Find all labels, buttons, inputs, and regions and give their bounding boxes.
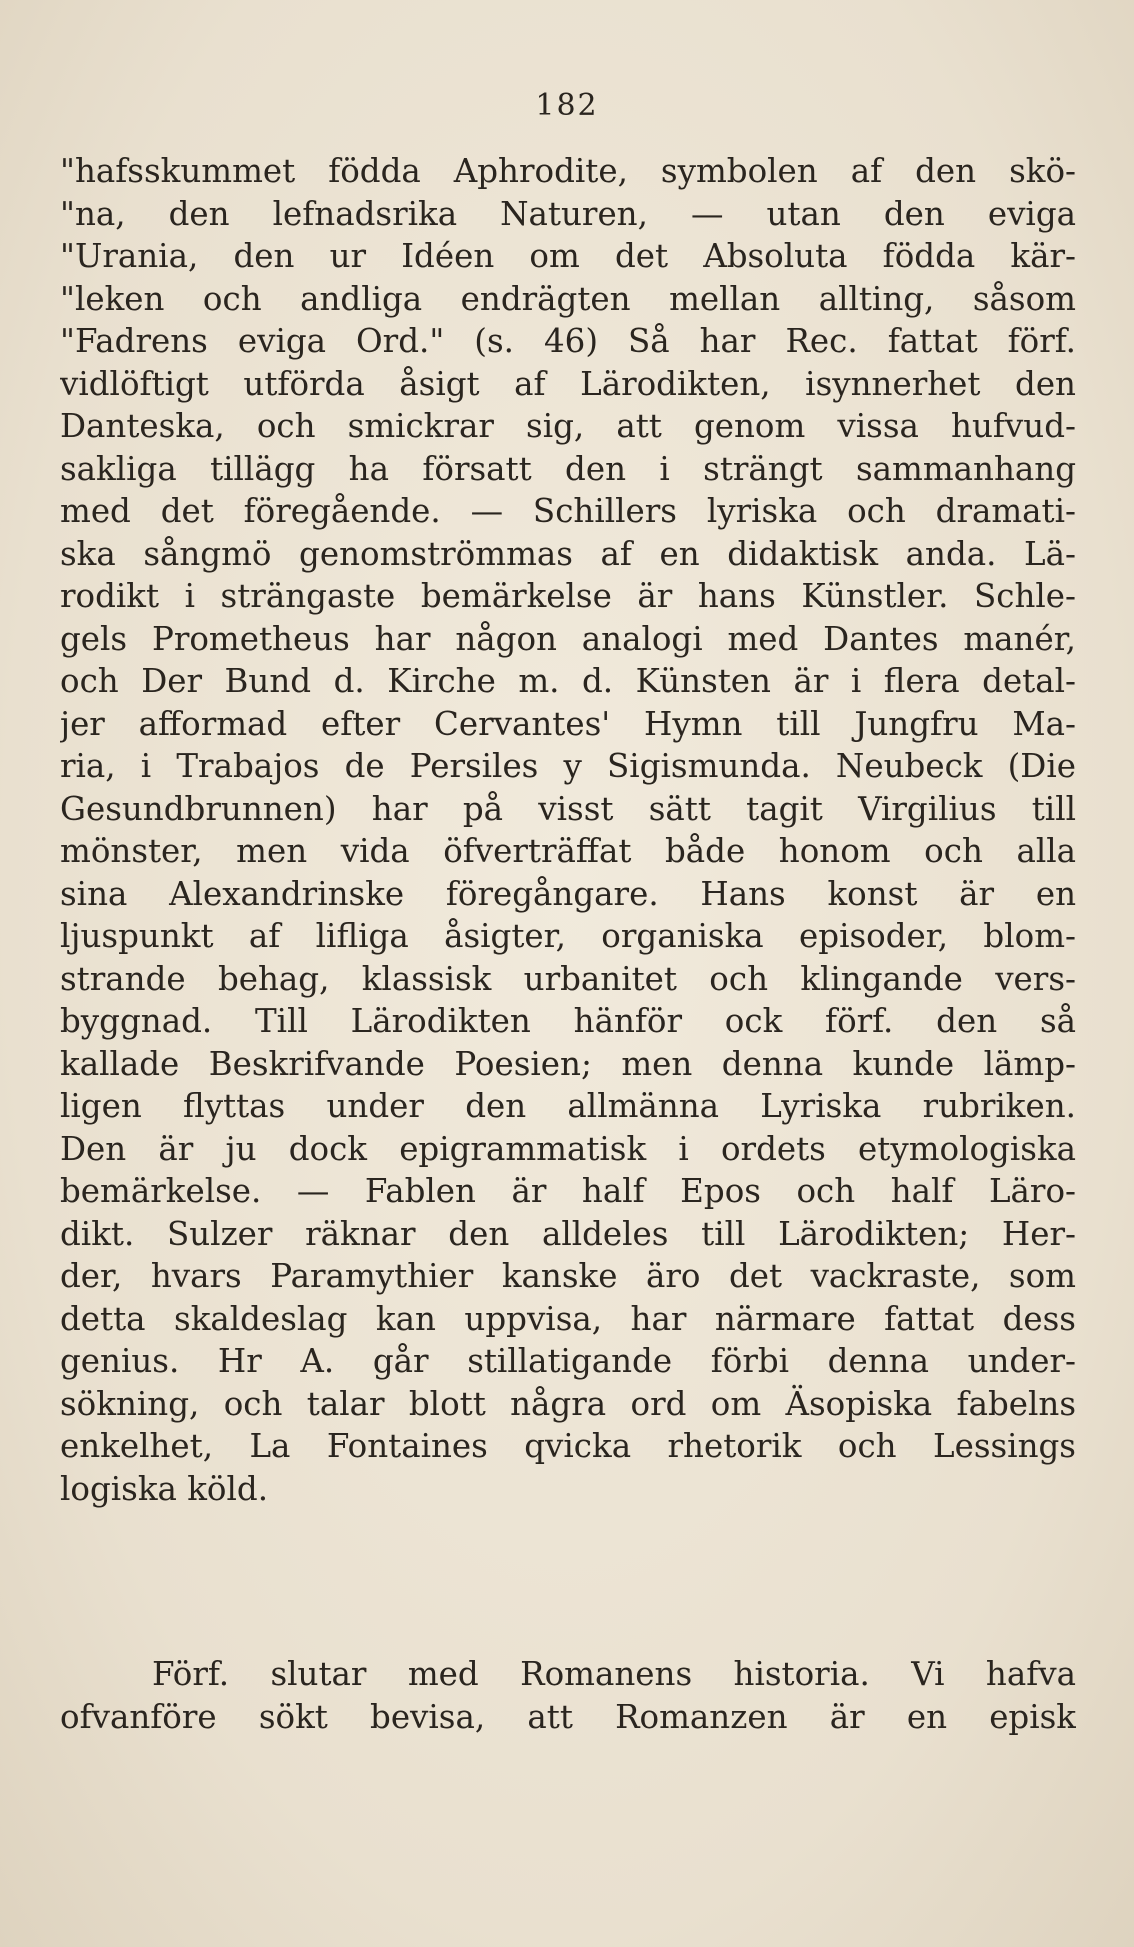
paragraph-1 [60, 150, 1076, 1510]
text-line: ska sångmö genomströmmas af en didaktisk anda. Lä- [60, 534, 1076, 573]
text-line: der, hvars Paramythier kanske äro det vackraste, som [60, 1257, 1076, 1295]
text-line: "leken och andliga endrägten mellan allting, såsom [60, 279, 1076, 318]
text-line: logiska köld. [60, 1469, 269, 1508]
text-line: sakliga tillägg ha försatt den i strängt sammanhang [60, 449, 1076, 488]
text-line: sökning, och talar blott några ord om Äsopiska fabelns [60, 1384, 1076, 1423]
text-line: ljuspunkt af lifliga åsigter, organiska episoder, blom- [60, 917, 1076, 955]
text-line: kallade Beskrifvande Poesien; men denna kunde lämp- [60, 1044, 1076, 1083]
text-line: detta skaldeslag kan uppvisa, har närmare fattat dess [60, 1299, 1076, 1338]
text-line: vidlöftigt utförda åsigt af Lärodikten, isynnerhet den [60, 364, 1076, 403]
text-line: ria, i Trabajos de Persiles y Sigismunda. Neubeck (Die [60, 747, 1076, 785]
text-line: mönster, men vida öfverträffat både honom och alla [60, 832, 1076, 870]
text-line: sina Alexandrinske föregångare. Hans konst är en [60, 874, 1076, 913]
text-line: och Der Bund d. Kirche m. d. Künsten är i flera detal- [60, 662, 1076, 700]
text-line: rodikt i strängaste bemärkelse är hans Künstler. Schle- [60, 577, 1076, 615]
text-line: gels Prometheus har någon analogi med Dantes manér, [60, 619, 1076, 658]
text-line: med det föregående. — Schillers lyriska och dramati- [60, 492, 1076, 530]
text-line: bemärkelse. — Fablen är half Epos och half Läro- [60, 1172, 1076, 1210]
text-line: byggnad. Till Lärodikten hänför ock förf. den så [60, 1002, 1076, 1040]
text-line: "hafsskummet födda Aphrodite, symbolen af den skö- [60, 152, 1076, 190]
text-line: Förf. slutar med Romanens historia. Vi hafva [152, 1655, 1076, 1693]
text-line: jer afformad efter Cervantes' Hymn till Jungfru Ma- [60, 704, 1076, 743]
text-line: "Fadrens eviga Ord." (s. 46) Så har Rec. fattat förf. [60, 322, 1076, 360]
text-line: "Urania, den ur Idéen om det Absoluta födda kär- [60, 237, 1076, 275]
text-line: enkelhet, La Fontaines qvicka rhetorik och Lessings [60, 1427, 1076, 1465]
text-line: Danteska, och smickrar sig, att genom vissa hufvud- [60, 407, 1076, 445]
text-line: dikt. Sulzer räknar den alldeles till Lärodikten; Her- [60, 1214, 1076, 1253]
text-line: "na, den lefnadsrika Naturen, — utan den eviga [60, 194, 1076, 233]
text-line: ligen flyttas under den allmänna Lyriska rubriken. [60, 1087, 1076, 1125]
paragraph-2 [60, 1653, 1076, 1738]
text-line: Gesundbrunnen) har på visst sätt tagit Virgilius till [60, 789, 1076, 828]
text-line: Den är ju dock epigrammatisk i ordets etymologiska [60, 1129, 1076, 1168]
text-line: strande behag, klassisk urbanitet och klingande vers- [60, 959, 1076, 998]
text-line: genius. Hr A. går stillatigande förbi denna under- [60, 1342, 1076, 1380]
text-line: ofvanföre sökt bevisa, att Romanzen är en episk [60, 1697, 1076, 1736]
page-number: 182 [535, 88, 599, 123]
